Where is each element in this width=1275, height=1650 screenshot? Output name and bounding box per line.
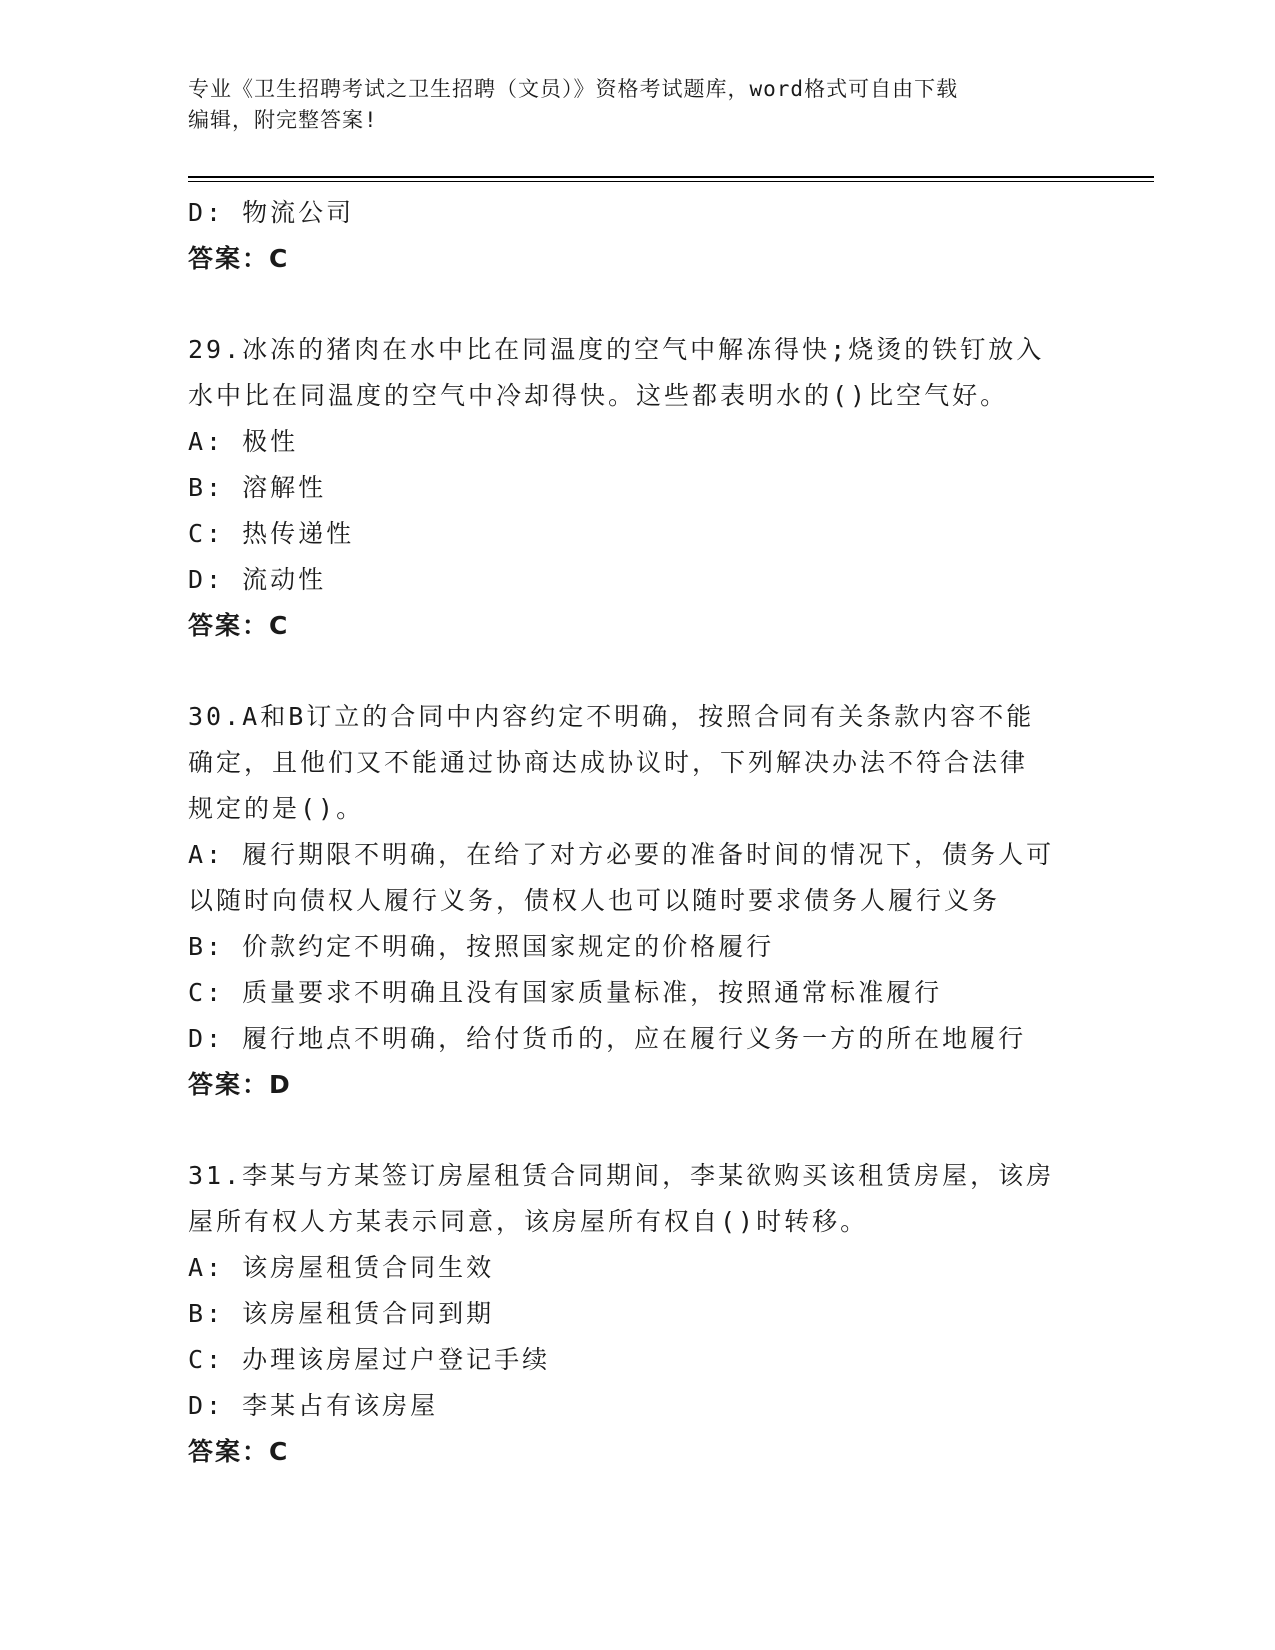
question-30-stem-line: 30.A和B订立的合同中内容约定不明确，按照合同有关条款内容不能 — [188, 702, 1035, 731]
question-29-option-d: D: 流动性 — [188, 565, 327, 594]
question-29-option-a: A: 极性 — [188, 427, 299, 456]
question-30-answer: 答案：D — [188, 1070, 292, 1099]
question-31-option-b: B: 该房屋租赁合同到期 — [188, 1299, 495, 1328]
question-29-option-b: B: 溶解性 — [188, 473, 327, 502]
question-content — [188, 190, 1088, 1475]
question-30-option-a: A: 履行期限不明确，在给了对方必要的准备时间的情况下，债务人可 — [188, 840, 1055, 869]
question-31-option-a: A: 该房屋租赁合同生效 — [188, 1253, 495, 1282]
header-line-1: 专业《卫生招聘考试之卫生招聘（文员）》资格考试题库，word格式可自由下载 — [188, 77, 959, 101]
question-31-option-c: C: 办理该房屋过户登记手续 — [188, 1345, 551, 1374]
prev-option-d: D: 物流公司 — [188, 198, 355, 227]
question-30-option-a-cont: 以随时向债权人履行义务，债权人也可以随时要求债务人履行义务 — [188, 886, 1001, 915]
question-30-option-d: D: 履行地点不明确，给付货币的，应在履行义务一方的所在地履行 — [188, 1024, 1027, 1053]
question-29 — [188, 327, 1088, 649]
question-29-answer: 答案：C — [188, 611, 290, 640]
question-30-stem-line: 确定，且他们又不能通过协商达成协议时，下列解决办法不符合法律 — [188, 748, 1029, 777]
question-30 — [188, 694, 1088, 1108]
prev-answer: 答案：C — [188, 244, 290, 273]
question-31-stem-line: 屋所有权人方某表示同意，该房屋所有权自()时转移。 — [188, 1207, 869, 1236]
question-30-option-c: C: 质量要求不明确且没有国家质量标准，按照通常标准履行 — [188, 978, 943, 1007]
document-header — [188, 74, 1088, 136]
question-31-option-d: D: 李某占有该房屋 — [188, 1391, 439, 1420]
header-line-2: 编辑，附完整答案! — [188, 108, 378, 132]
question-29-stem-line: 29.冰冻的猪肉在水中比在同温度的空气中解冻得快;烧烫的铁钉放入 — [188, 335, 1045, 364]
question-30-option-b: B: 价款约定不明确，按照国家规定的价格履行 — [188, 932, 775, 961]
question-31-stem-line: 31.李某与方某签订房屋租赁合同期间，李某欲购买该租赁房屋，该房 — [188, 1161, 1055, 1190]
question-31-answer: 答案：C — [188, 1437, 290, 1466]
spacer — [188, 282, 1088, 327]
question-29-stem-line: 水中比在同温度的空气中冷却得快。这些都表明水的()比空气好。 — [188, 381, 1009, 410]
question-30-stem-line: 规定的是()。 — [188, 794, 365, 823]
header-divider-thick — [188, 176, 1154, 178]
question-29-option-c: C: 热传递性 — [188, 519, 355, 548]
spacer — [188, 1108, 1088, 1153]
spacer — [188, 649, 1088, 694]
question-31 — [188, 1153, 1088, 1475]
header-divider-thin — [188, 181, 1154, 182]
